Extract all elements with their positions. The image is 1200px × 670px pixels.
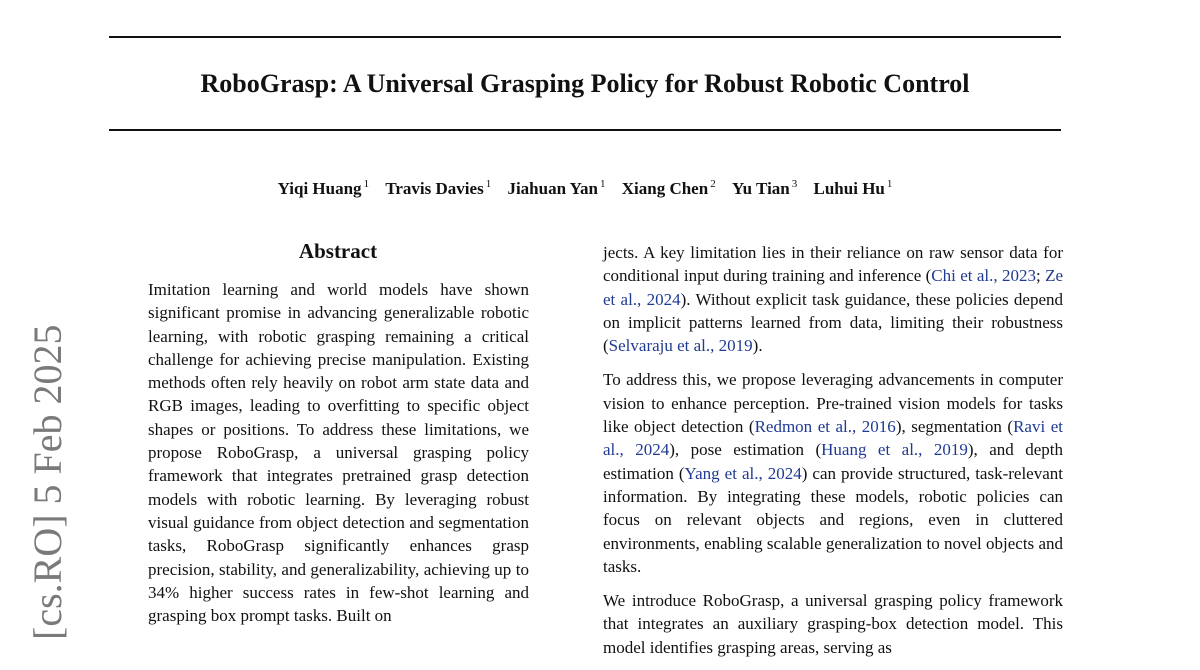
citation-link[interactable]: Chi et al., 2023 (931, 266, 1036, 286)
citation-link[interactable]: Ravi et al., 2024 (603, 417, 1063, 460)
author-list (109, 173, 1061, 200)
author-name: Luhui Hu (813, 178, 885, 198)
author (732, 179, 797, 198)
body-text: ). (752, 336, 763, 356)
citation-link[interactable]: Redmon et al., 2016 (754, 417, 896, 437)
author-affiliation: 1 (886, 178, 893, 190)
citation-link[interactable]: Ze et al., 2024 (603, 266, 1063, 309)
author-affiliation: 2 (710, 178, 716, 190)
body-text: ), and depth estimation ( (603, 440, 1064, 483)
intro-paragraph-3 (603, 589, 1063, 659)
body-text: We introduce RoboGrasp, a universal grasping policy framework that integrates an auxiliary grasping-box detection model. This model identifies grasping areas, serving as (603, 591, 1063, 657)
author-affiliation: 1 (363, 178, 370, 190)
body-text: ; (1035, 266, 1046, 286)
body-text: To address this, we propose leveraging advancements in computer vision to enhance perception. Pre-trained vision models for tasks like object detection ( (603, 370, 1063, 437)
body-text: ). Without explicit task guidance, these policies depend on implicit patterns learned from data, limiting their robustness ( (603, 289, 1064, 356)
body-text: ), pose estimation ( (669, 440, 822, 460)
author-name: Jiahuan Yan (507, 178, 598, 198)
intro-paragraph-1 (603, 241, 1063, 357)
intro-column (603, 241, 1063, 670)
abstract-body (148, 278, 529, 638)
author-affiliation: 1 (600, 178, 606, 190)
author-affiliation: 1 (485, 178, 492, 190)
title-top-rule (109, 36, 1061, 38)
author (385, 179, 491, 198)
citation-link[interactable]: Selvaraju et al., 2019 (608, 336, 753, 356)
author (622, 179, 716, 198)
arxiv-stamp: [cs.RO] 5 Feb 2025 (25, 324, 70, 640)
paper-title: RoboGrasp: A Universal Grasping Policy for Robust Robotic Control (200, 69, 970, 98)
author-name: Yiqi Huang (277, 178, 362, 198)
author-affiliation: 3 (791, 178, 798, 190)
abstract-heading: Abstract (298, 239, 378, 263)
author (507, 179, 605, 198)
author-name: Xiang Chen (621, 178, 709, 198)
intro-paragraph-2 (603, 368, 1063, 578)
body-text: ), segmentation ( (895, 417, 1014, 437)
abstract-paragraph: Imitation learning and world models have shown significant promise in advancing generalizable robotic learning, with robotic grasping remaining a critical challenge for achieving precise manipulation. Existing methods often rely heavily on robot arm state data and RGB images, leading to overfitting to specific object shapes or positions. To address these limitations, we propose RoboGrasp, a universal grasping policy framework that integrates pretrained grasp detection models with robotic learning. By leveraging robust visual guidance from object detection and segmentation tasks, RoboGrasp significantly enhances grasp precision, stability, and generalizability, achieving up to 34% higher success rates in few-shot learning and grasping box prompt tasks. Built on (148, 280, 529, 626)
author-name: Travis Davies (385, 178, 484, 198)
body-text: ) can provide structured, task-relevant information. By integrating these models, robotic policies can focus on relevant objects and regions, even in cluttered environments, enabling scalable generalization to novel objects and tasks. (603, 463, 1064, 576)
citation-link[interactable]: Yang et al., 2024 (684, 463, 802, 483)
title-bottom-rule (109, 129, 1061, 131)
author (278, 179, 369, 198)
body-text: jects. A key limitation lies in their reliance on raw sensor data for conditional input during training and inference ( (603, 243, 1063, 286)
citation-link[interactable]: Huang et al., 2019 (821, 440, 968, 460)
author-name: Yu Tian (731, 178, 790, 198)
author (814, 179, 893, 198)
